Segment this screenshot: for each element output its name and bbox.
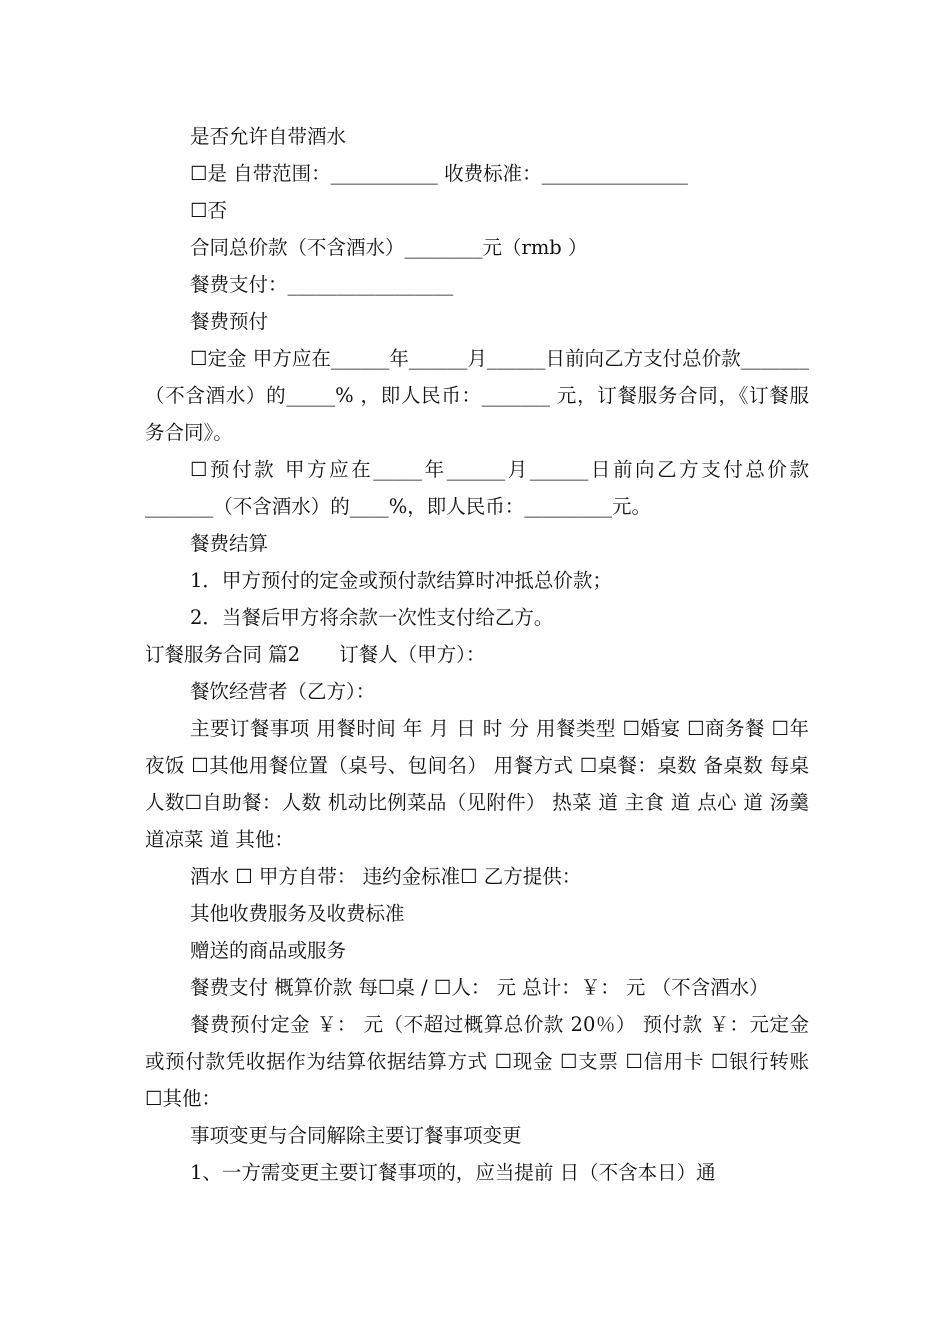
paragraph-main-items: 主要订餐事项 用餐时间 年 月 日 时 分 用餐类型 ☐婚宴 ☐商务餐 ☐年夜饭 ☐其他用餐位置（桌号、包间名） 用餐方式 ☐桌餐：桌数 备桌数 每桌人数☐自助餐：人数 机动比例菜品（见附件） 热菜 道 主食 道 点心 道 汤羹 道凉菜 道 其他： <box>145 717 809 851</box>
paragraph-contract-2-title: 订餐服务合同 篇2 订餐人（甲方）： <box>145 643 486 666</box>
paragraph-drinks: 酒水 ☐ 甲方自带： 违约金标准☐ 乙方提供： <box>190 865 582 888</box>
paragraph-payment: 餐费支付：_________________ <box>190 273 454 296</box>
paragraph-prepayment-heading: 餐费预付 <box>190 310 269 333</box>
paragraph-gifts: 赠送的商品或服务 <box>190 939 347 962</box>
paragraph-byob-no: ☐否 <box>190 199 227 222</box>
paragraph-byob-yes: ☐是 自带范围：___________ 收费标准：_______________ <box>190 162 688 185</box>
paragraph-advance-payment: ☐预付款 甲方应在_____年______月______日前向乙方支付总价款_______（不含酒水）的____%，即人民币：_________元。 <box>145 458 809 518</box>
paragraph-byob-question: 是否允许自带酒水 <box>190 125 347 148</box>
paragraph-meal-prepayment: 餐费预付定金 ￥： 元（不超过概算总价款 20％） 预付款 ￥：元定金或预付款凭收据作为结算依据结算方式 ☐现金 ☐支票 ☐信用卡 ☐银行转账 ☐其他： <box>145 1013 809 1110</box>
paragraph-settlement-heading: 餐费结算 <box>190 532 269 555</box>
paragraph-settlement-1: 1．甲方预付的定金或预付款结算时冲抵总价款； <box>190 569 612 592</box>
paragraph-party-b: 餐饮经营者（乙方）： <box>190 680 376 703</box>
paragraph-deposit: ☐定金 甲方应在______年______月______日前向乙方支付总价款_______（不含酒水）的_____% ，即人民币：_______ 元，订餐服务合同，《订餐服务合同》。 <box>145 347 809 444</box>
paragraph-changes-heading: 事项变更与合同解除主要订餐事项变更 <box>190 1124 522 1147</box>
paragraph-change-1: 1、一方需变更主要订餐事项的，应当提前 日（不含本日）通 <box>190 1161 716 1184</box>
paragraph-other-fees: 其他收费服务及收费标准 <box>190 902 405 925</box>
paragraph-settlement-2: 2．当餐后甲方将余款一次性支付给乙方。 <box>190 606 554 629</box>
paragraph-total-price: 合同总价款（不含酒水）________元（rmb ） <box>190 236 588 259</box>
document-body <box>145 118 809 1191</box>
paragraph-meal-payment: 餐费支付 概算价款 每☐桌 / ☐人： 元 总计：￥： 元 （不含酒水） <box>190 976 769 999</box>
